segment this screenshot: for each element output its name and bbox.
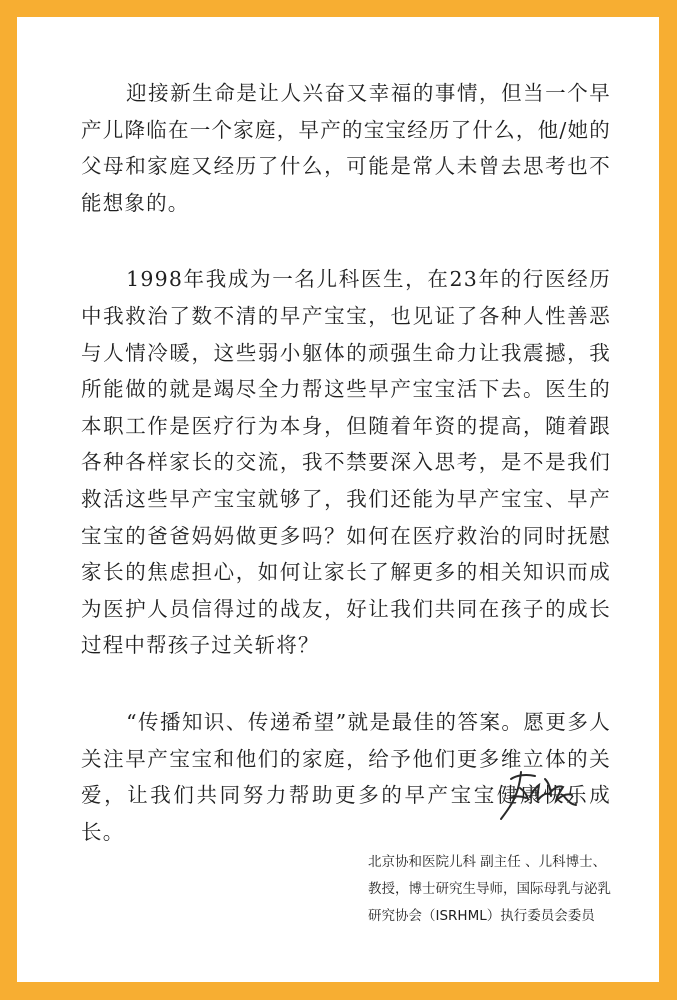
paragraph-mission: “传播知识、传递希望”就是最佳的答案。愿更多人关注早产宝宝和他们的家庭，给予他们更多维立体的关爱，让我们共同努力帮助更多的早产宝宝健康快乐成长。	[81, 709, 611, 844]
paragraph-intro: 迎接新生命是让人兴奋又幸福的事情，但当一个早产儿降临在一个家庭，早产的宝宝经历了什么，他/她的父母和家庭又经历了什么，可能是常人未曾去思考也不能想象的。	[81, 81, 611, 215]
author-line-1: 北京协和医院儿科 副主任 、儿科博士、	[368, 854, 607, 870]
letter-body	[81, 75, 611, 850]
author-credentials	[368, 849, 648, 930]
signature-drawing	[493, 765, 583, 827]
author-line-3: 研究协会（ISRHML）执行委员会委员	[368, 908, 595, 924]
paragraph-experience: 1998年我成为一名儿科医生，在23年的行医经历中我救治了数不清的早产宝宝，也见证了各种人性善恶与人情冷暖，这些弱小躯体的顽强生命力让我震撼，我所能做的就是竭尽全力帮这些早产宝宝活下去。医生的本职工作是医疗行为本身，但随着年资的提高，随着跟各种各样家长的交流，我不禁要深入思考，是不是我们救活这些早产宝宝就够了，我们还能为早产宝宝、早产宝宝的爸爸妈妈做更多吗？如何在医疗救治的同时抚慰家长的焦虑担心，如何让家长了解更多的相关知识而成为医护人员信得过的战友，好让我们共同在孩子的成长过程中帮孩子过关斩将？	[81, 267, 611, 658]
letter-paper	[17, 17, 659, 982]
handwritten-signature-icon	[493, 765, 583, 827]
author-line-2: 教授，博士研究生导师，国际母乳与泌乳	[368, 881, 611, 897]
